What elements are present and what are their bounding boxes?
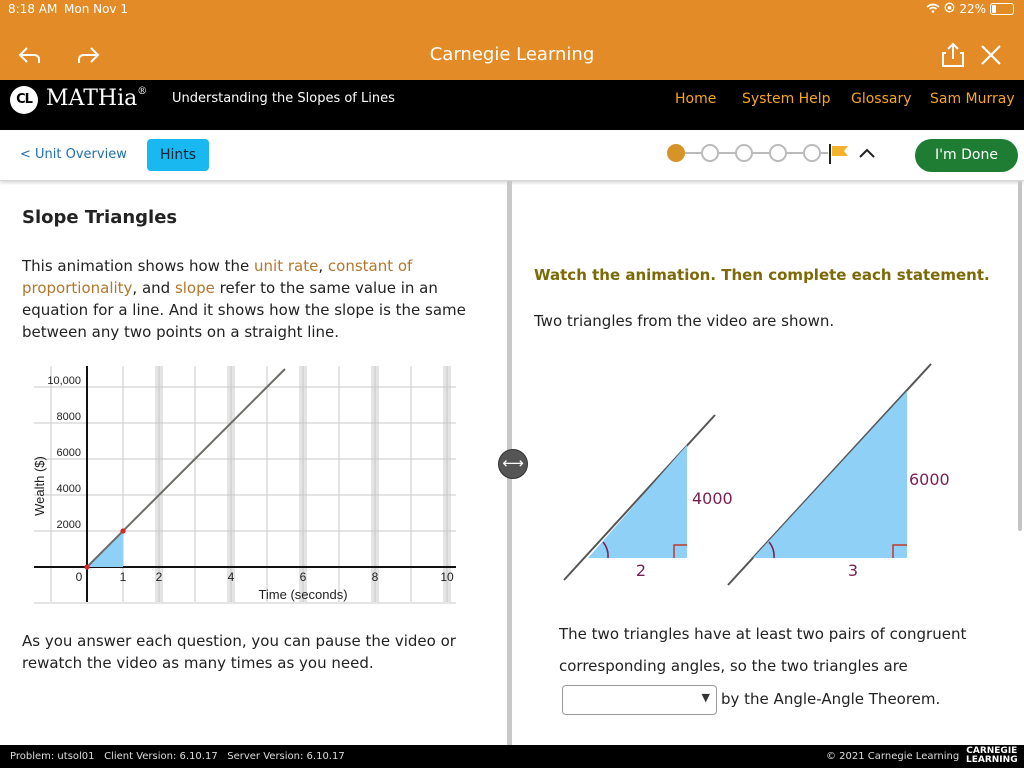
- orientation-lock-icon: [944, 2, 955, 16]
- close-icon[interactable]: [976, 40, 1006, 70]
- chart-x-tick-label: 2: [155, 570, 163, 584]
- question-text-line-3: by the Angle-Angle Theorem.: [721, 690, 941, 708]
- app-title-bar: [0, 0, 1024, 80]
- wealth-time-chart[interactable]: [28, 362, 468, 610]
- nav-system-help[interactable]: System Help: [742, 91, 831, 107]
- section-heading: Slope Triangles: [22, 207, 178, 228]
- app-title: Carnegie Learning: [429, 44, 595, 65]
- nav-user-name[interactable]: Sam Murray: [930, 91, 1015, 107]
- registered-mark: ®: [137, 86, 148, 97]
- chart-x-tick-label: 10: [440, 570, 454, 584]
- logo-line-1: CARNEGIE: [966, 746, 1018, 756]
- right-pane-scrollbar[interactable]: [1018, 181, 1022, 531]
- client-version: Client Version: 6.10.17: [104, 751, 218, 762]
- progress-step-3: [736, 145, 752, 161]
- status-date: Mon Nov 1: [64, 2, 128, 16]
- chart-y-tick-label: 10,000: [47, 375, 81, 387]
- triangle-1-run-label: 2: [635, 561, 647, 580]
- lesson-title: Understanding the Slopes of Lines: [172, 91, 395, 106]
- nav-home[interactable]: Home: [675, 91, 717, 107]
- progress-step-4: [770, 145, 786, 161]
- chart-x-tick-label: 8: [371, 570, 379, 584]
- mathia-logo-text: MATHia: [46, 86, 138, 111]
- collapse-chevron-icon[interactable]: [860, 150, 874, 157]
- question-text-line-1: The two triangles have at least two pairs of congruent: [559, 625, 967, 643]
- hints-button[interactable]: Hints: [147, 139, 209, 171]
- question-text-line-2: corresponding angles, so the two triangles are: [559, 657, 908, 675]
- chart-y-axis-label: Wealth ($): [32, 456, 47, 516]
- chart-y-tick-label: 2000: [56, 519, 81, 531]
- triangle-1-rise-label: 4000: [692, 489, 733, 508]
- status-time: 8:18 AM: [8, 2, 58, 16]
- chevron-down-icon: ▼: [701, 691, 710, 704]
- glossary-term-unit-rate[interactable]: unit rate: [254, 257, 319, 275]
- intro-text: This animation shows how the: [22, 257, 255, 275]
- battery-icon: [990, 3, 1014, 15]
- similar-triangles-figure: [555, 355, 975, 595]
- triangle-2-rise-label: 6000: [909, 470, 950, 489]
- unit-overview-link[interactable]: < Unit Overview: [20, 147, 127, 162]
- instruction-heading: Watch the animation. Then complete each statement.: [534, 266, 990, 284]
- finish-flag-icon: [830, 144, 848, 164]
- intro-separator: ,: [318, 257, 328, 275]
- status-indicators: [926, 2, 1014, 16]
- carnegie-learning-logo: [966, 747, 1018, 765]
- progress-step-5: [804, 145, 820, 161]
- version-info: [10, 751, 345, 762]
- wifi-icon: [926, 2, 940, 16]
- chart-series-line-0: [87, 369, 285, 567]
- answer-dropdown[interactable]: [562, 685, 717, 715]
- chart-point: [120, 528, 125, 533]
- problem-id: Problem: utsol01: [10, 751, 95, 762]
- chart-y-tick-label: 4000: [56, 483, 81, 495]
- chart-x-tick-label: 4: [227, 570, 235, 584]
- glossary-term-constant-of-proportionality[interactable]: constant of proportionality: [22, 257, 413, 297]
- nav-glossary[interactable]: Glossary: [851, 91, 912, 107]
- progress-step-1: [667, 144, 685, 162]
- im-done-button[interactable]: I'm Done: [915, 139, 1018, 172]
- video-instructions: As you answer each question, you can pause the video or rewatch the video as many times as you need.: [22, 632, 456, 672]
- intro-paragraph: [22, 255, 472, 343]
- intro-separator: , and: [132, 279, 175, 297]
- chart-y-tick-label: 6000: [56, 447, 81, 459]
- chart-x-tick-label: 6: [299, 570, 307, 584]
- progress-step-2: [702, 145, 718, 161]
- progress-tracker: [660, 138, 890, 168]
- triangles-caption: Two triangles from the video are shown.: [534, 312, 835, 330]
- chart-point: [84, 564, 89, 569]
- triangle-1: [588, 445, 687, 558]
- chart-y-tick-label: 8000: [56, 411, 81, 423]
- intro-text-end: refer to the same value in an equation for a line. And it shows how the slope is the same between any two points on a straight line.: [22, 279, 466, 341]
- triangle-2-run-label: 3: [847, 561, 859, 580]
- logo-line-2: LEARNING: [966, 755, 1018, 765]
- glossary-term-slope[interactable]: slope: [174, 279, 215, 297]
- chart-x-tick-label: 1: [119, 570, 127, 584]
- copyright: © 2021 Carnegie Learning: [826, 751, 960, 762]
- mathia-logo: [46, 86, 147, 111]
- cl-logo-badge: CL: [10, 86, 38, 114]
- server-version: Server Version: 6.10.17: [227, 751, 345, 762]
- battery-percent: 22%: [959, 2, 986, 16]
- chart-x-axis-label: Time (seconds): [258, 587, 348, 602]
- resize-handle-icon[interactable]: ⟷: [498, 449, 528, 479]
- share-icon[interactable]: [938, 40, 968, 70]
- chart-x-tick-label: 0: [75, 570, 83, 584]
